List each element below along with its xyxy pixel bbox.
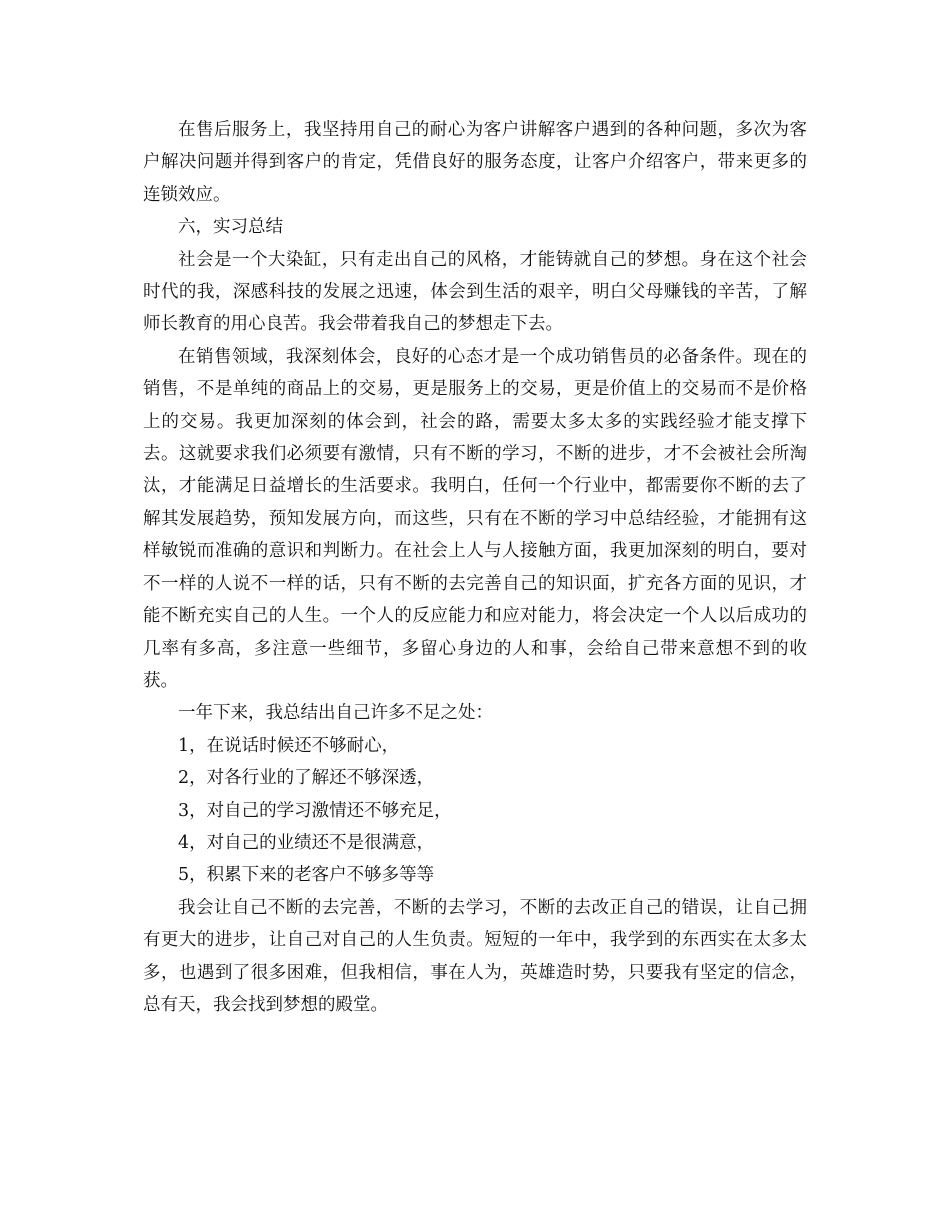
list-item: 5，积累下来的老客户不够多等等 bbox=[178, 865, 435, 886]
paragraph-shortcomings-intro: 一年下来，我总结出自己许多不足之处： bbox=[178, 703, 493, 724]
section-heading-internship-summary: 六，实习总结 bbox=[178, 217, 283, 238]
paragraph-conclusion: 我会让自己不断的去完善，不断的去学习，不断的去改正自己的错误，让自己拥有更大的进步，让自己对自己的人生负责。短短的一年中，我学到的东西实在太多太多，也遇到了很多困难，但我相信，事在人为，英雄造时势，只要我有坚定的信念，总有天，我会找到梦想的殿堂。 bbox=[143, 897, 807, 1015]
paragraph-after-sales: 在售后服务上，我坚持用自己的耐心为客户讲解客户遇到的各种问题，多次为客户解决问题并得到客户的肯定，凭借良好的服务态度，让客户介绍客户，带来更多的连锁效应。 bbox=[143, 120, 807, 205]
list-item: 4，对自己的业绩还不是很满意， bbox=[178, 832, 435, 853]
paragraph-society: 社会是一个大染缸，只有走出自己的风格，才能铸就自己的梦想。身在这个社会时代的我，深感科技的发展之迅速，体会到生活的艰辛，明白父母赚钱的辛苦，了解师长教育的用心良苦。我会带着我自己的梦想走下去。 bbox=[143, 249, 807, 335]
list-item: 1，在说话时候还不够耐心， bbox=[178, 735, 400, 756]
document-page bbox=[143, 114, 807, 1021]
paragraph-sales: 在销售领域，我深刻体会，良好的心态才是一个成功销售员的必备条件。现在的销售，不是单纯的商品上的交易，更是服务上的交易，更是价值上的交易而不是价格上的交易。我更加深刻的体会到，社会的路，需要太多太多的实践经验才能支撑下去。这就要求我们必须要有激情，只有不断的学习，不断的进步，才不会被社会所淘汰，才能满足日益增长的生活要求。我明白，任何一个行业中，都需要你不断的去了解其发展趋势，预知发展方向，而这些，只有在不断的学习中总结经验，才能拥有这样敏锐而准确的意识和判断力。在社会上人与人接触方面，我更加深刻的明白，要对不一样的人说不一样的话，只有不断的去完善自己的知识面，扩充各方面的见识，才能不断充实自己的人生。一个人的反应能力和应对能力，将会决定一个人以后成功的几率有多高，多注意一些细节，多留心身边的人和事，会给自己带来意想不到的收获。 bbox=[143, 346, 807, 691]
list-item: 2，对各行业的了解还不够深透， bbox=[178, 768, 435, 789]
list-item: 3，对自己的学习激情还不够充足， bbox=[178, 800, 452, 821]
